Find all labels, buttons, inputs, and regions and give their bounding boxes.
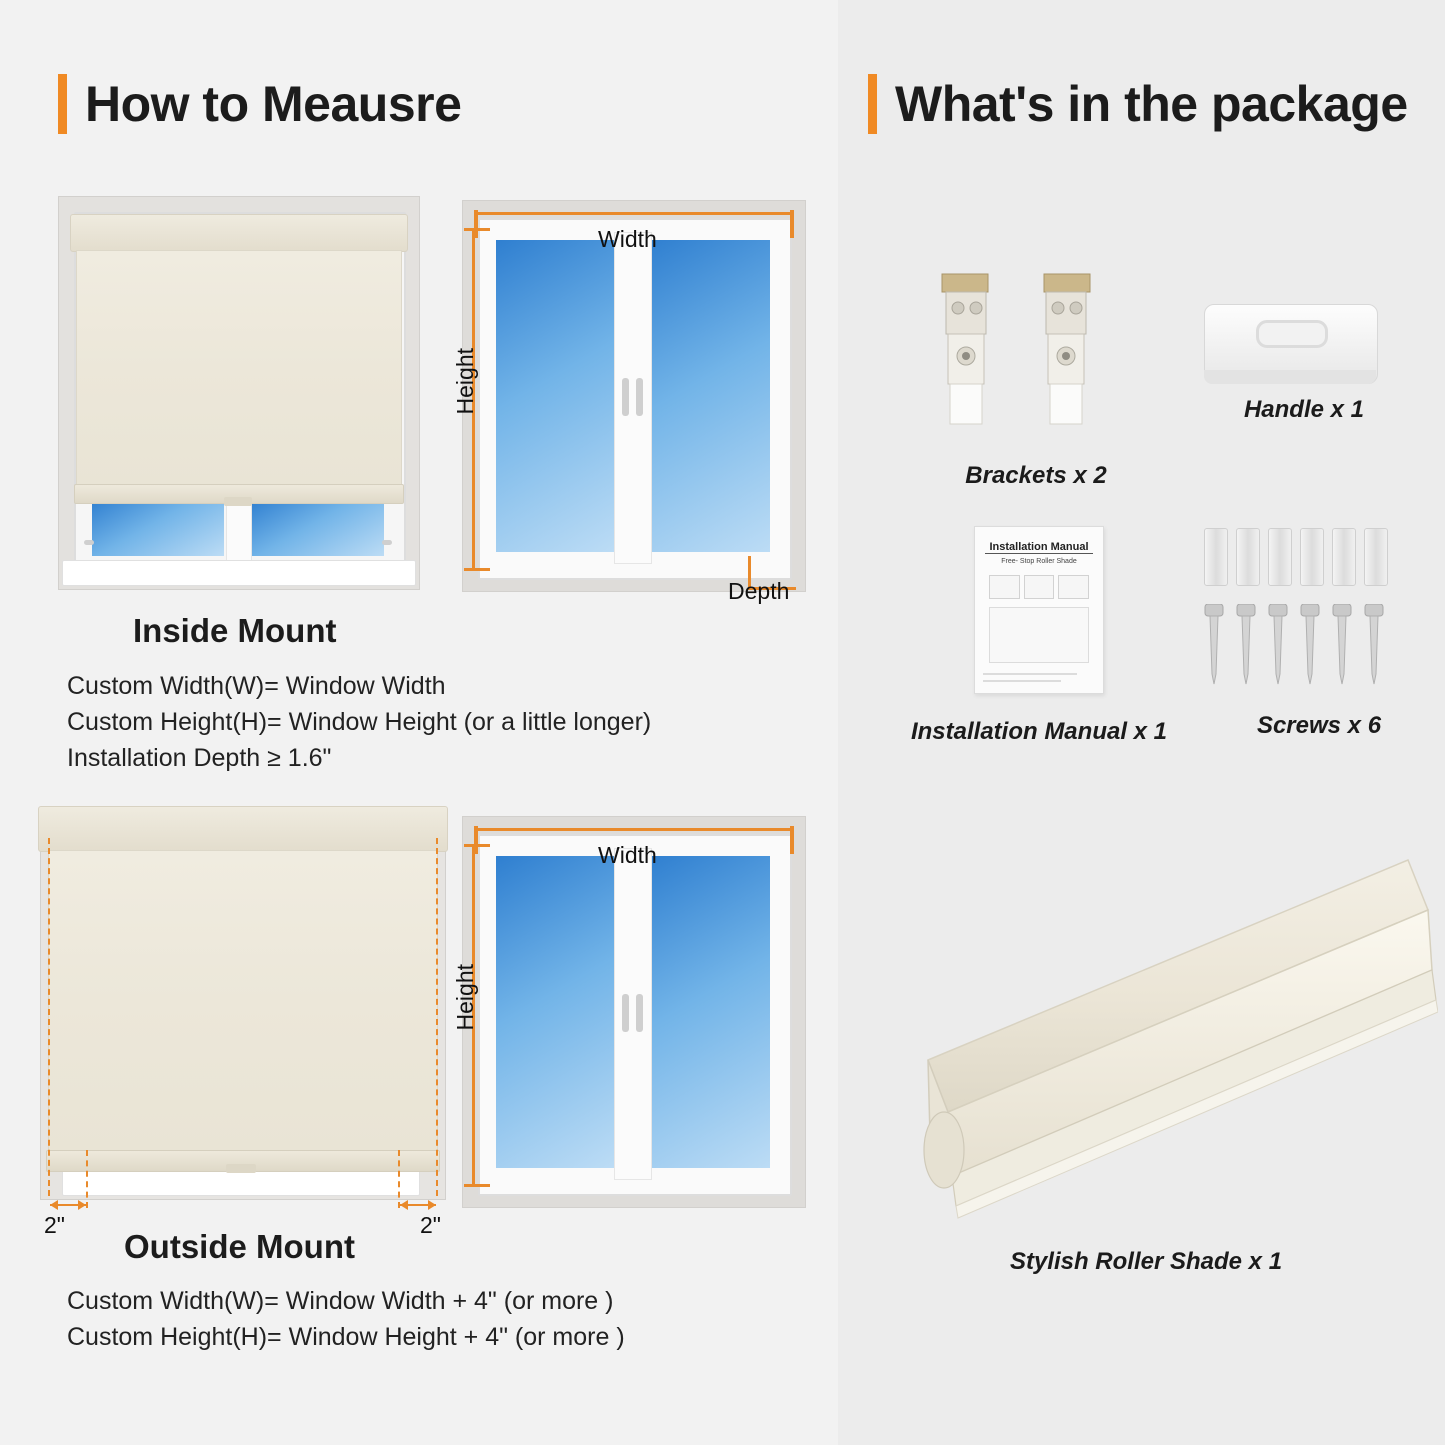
manual-diagram-row xyxy=(989,575,1089,599)
overhang-dash-left xyxy=(48,838,50,1196)
overhang-arrow-left xyxy=(50,1204,86,1206)
outside-mount-line-2: Custom Height(H)= Window Height + 4" (or more ) xyxy=(67,1323,625,1351)
inside-mount-lines xyxy=(67,668,651,776)
bracket-icon-1 xyxy=(938,272,998,437)
width-line xyxy=(474,212,794,215)
outside-shade-head-rail xyxy=(38,806,448,852)
outside-mount-line-1: Custom Width(W)= Window Width + 4" (or more ) xyxy=(67,1287,614,1315)
how-to-measure-heading xyxy=(58,74,461,134)
roller-shade-label: Stylish Roller Shade x 1 xyxy=(1009,1248,1283,1275)
wall-anchor-6 xyxy=(1364,528,1388,586)
screw-6 xyxy=(1362,604,1386,691)
height-tick-top xyxy=(464,228,490,231)
how-to-measure-title: How to Meausre xyxy=(85,76,462,132)
brackets-label: Brackets x 2 xyxy=(965,462,1107,489)
outside-width-line xyxy=(474,828,794,831)
outside-width-label: Width xyxy=(598,842,657,868)
wall-anchor-2 xyxy=(1236,528,1260,586)
wall-anchor-5 xyxy=(1332,528,1356,586)
width-label: Width xyxy=(598,226,657,252)
outside-shade-fabric xyxy=(48,850,438,1152)
height-label: Height xyxy=(452,348,478,415)
inside-mount-line-1: Custom Width(W)= Window Width xyxy=(67,672,446,700)
manual-title-text: Installation Manual xyxy=(985,541,1092,554)
outside-window-handle-left xyxy=(622,994,629,1032)
inside-mount-line-3: Installation Depth ≥ 1.6" xyxy=(67,744,332,772)
installation-manual-icon xyxy=(974,526,1104,694)
overhang-arrow-right xyxy=(400,1204,436,1206)
screw-3 xyxy=(1266,604,1290,691)
outside-shade-pull-tab xyxy=(226,1164,256,1173)
wall-anchor-4 xyxy=(1300,528,1324,586)
window-sill xyxy=(62,560,416,586)
outside-window-handle-right xyxy=(636,994,643,1032)
roller-shade-icon xyxy=(908,850,1438,1255)
overhang-label-left: 2" xyxy=(44,1212,65,1238)
outside-height-tick-bottom xyxy=(464,1184,490,1187)
window-hinge-right xyxy=(382,540,392,545)
outside-height-tick-top xyxy=(464,844,490,847)
outside-mount-title: Outside Mount xyxy=(124,1228,355,1265)
package-heading xyxy=(868,74,1408,134)
overhang-label-right: 2" xyxy=(420,1212,441,1238)
screw-4 xyxy=(1298,604,1322,691)
window-edge-dash-left xyxy=(86,1150,88,1208)
bracket-icon-2 xyxy=(1034,272,1094,437)
screws-label: Screws x 6 xyxy=(1256,712,1382,739)
accent-bar-right xyxy=(868,74,877,134)
window-hinge-left xyxy=(84,540,94,545)
shade-pull-tab xyxy=(224,497,252,506)
depth-label: Depth xyxy=(728,578,790,604)
installation-manual-label: Installation Manual x 1 xyxy=(910,718,1168,745)
overhang-dash-right xyxy=(436,838,438,1196)
shade-head-rail xyxy=(70,214,408,252)
window-handle-left xyxy=(622,378,629,416)
manual-subtitle-text: Free- Stop Roller Shade xyxy=(1001,558,1077,565)
wall-anchor-3 xyxy=(1268,528,1292,586)
handle-label: Handle x 1 xyxy=(1243,396,1365,423)
outside-measure-glass-right xyxy=(648,856,770,1168)
manual-illustration-box xyxy=(989,607,1089,663)
outside-measure-mullion xyxy=(614,848,652,1180)
window-glass-left xyxy=(92,500,224,556)
window-handle-right xyxy=(636,378,643,416)
package-title: What's in the package xyxy=(895,76,1408,132)
screw-5 xyxy=(1330,604,1354,691)
screw-1 xyxy=(1202,604,1226,691)
handle-grip-hole xyxy=(1256,320,1328,348)
manual-text-lines xyxy=(983,673,1095,674)
wall-anchor-1 xyxy=(1204,528,1228,586)
outside-mount-lines xyxy=(67,1283,625,1355)
measure-glass-left xyxy=(496,240,614,552)
package-contents-panel xyxy=(838,0,1445,1445)
handle-base xyxy=(1204,370,1376,384)
outside-height-label: Height xyxy=(452,964,478,1031)
measure-glass-right xyxy=(648,240,770,552)
measure-mullion xyxy=(614,232,652,564)
height-tick-bottom xyxy=(464,568,490,571)
outside-measure-glass-left xyxy=(496,856,614,1168)
accent-bar xyxy=(58,74,67,134)
inside-mount-title: Inside Mount xyxy=(133,612,337,649)
window-glass-right xyxy=(252,500,384,556)
shade-fabric xyxy=(76,250,402,486)
screw-2 xyxy=(1234,604,1258,691)
inside-mount-line-2: Custom Height(H)= Window Height (or a little longer) xyxy=(67,708,652,736)
